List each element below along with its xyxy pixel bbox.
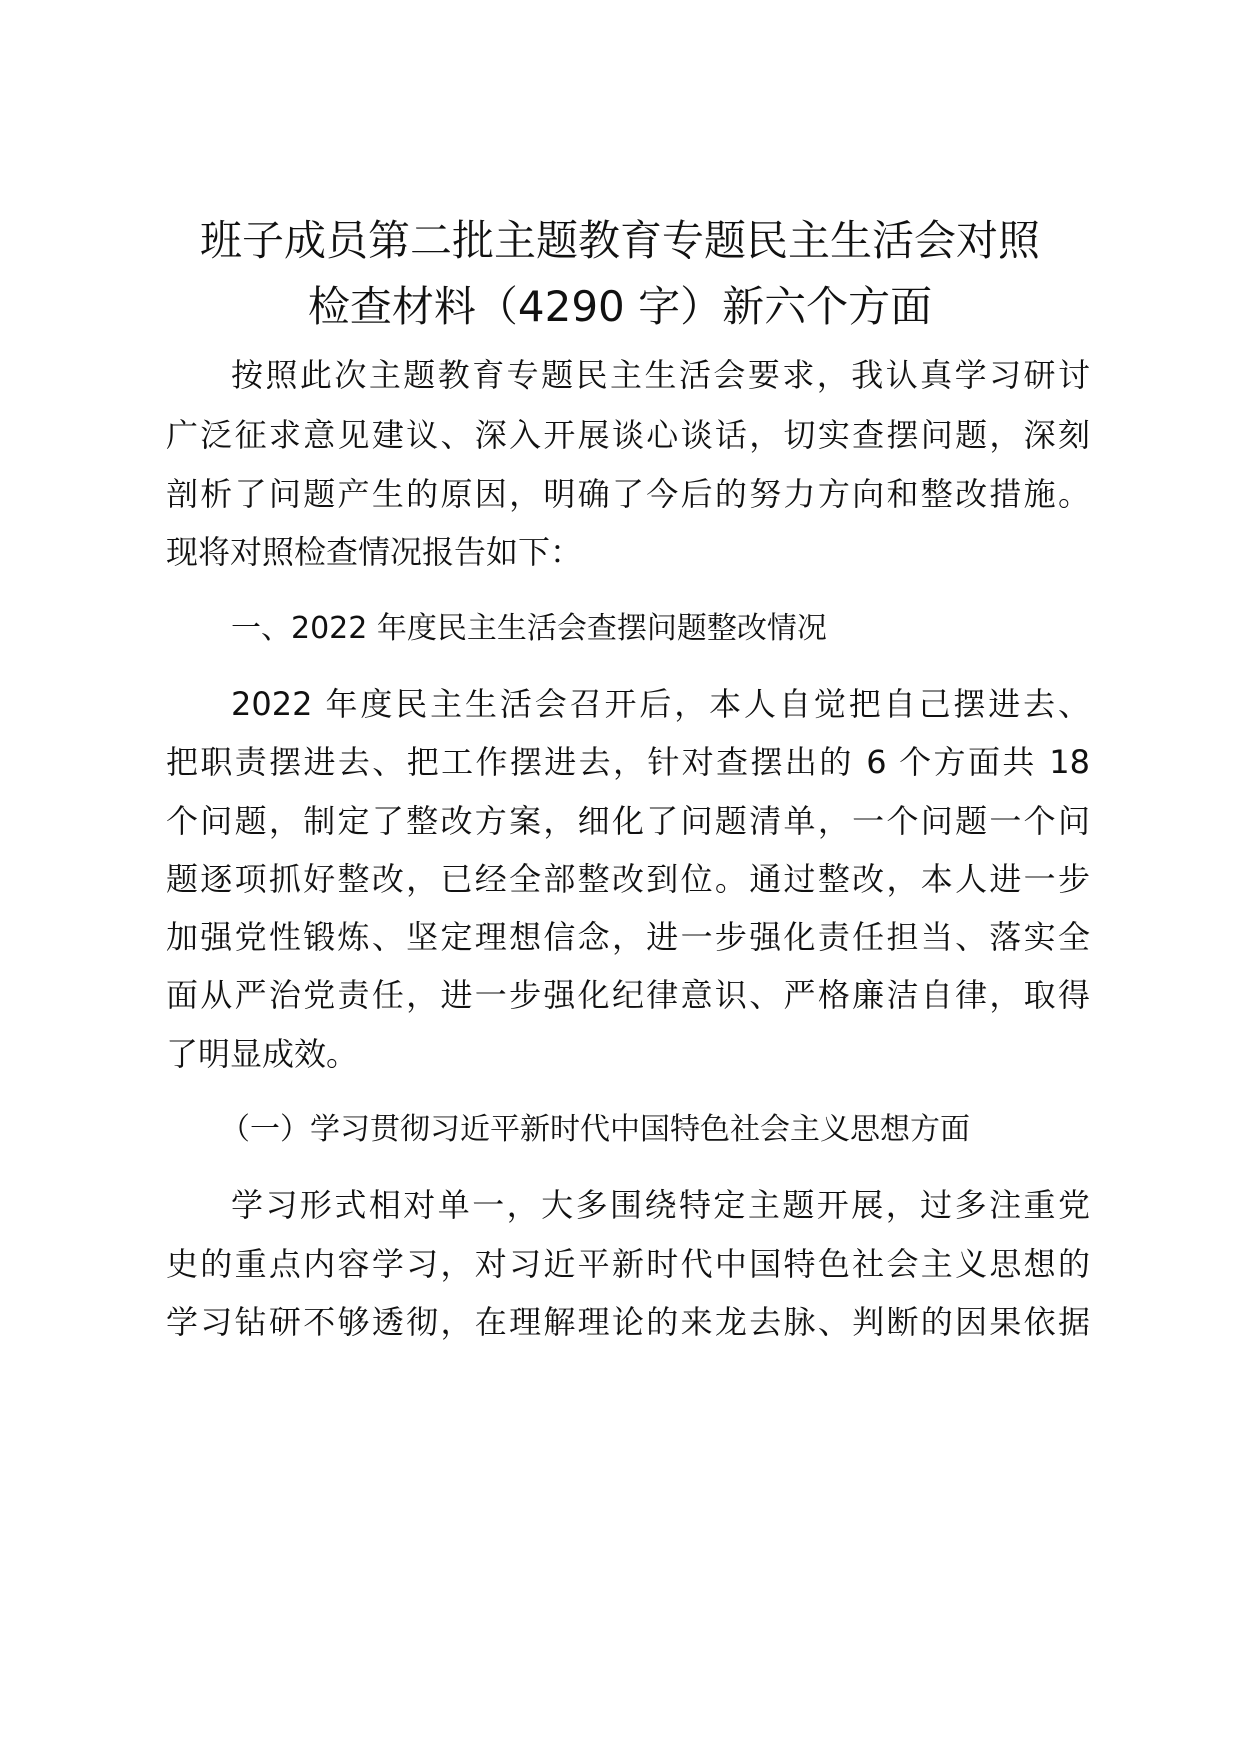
document-title	[150, 208, 1090, 340]
section1-line-6: 面从严治党责任，进一步强化纪律意识、严格廉洁自律，取得	[166, 976, 1090, 1014]
subsection-heading-1: （一）学习贯彻习近平新时代中国特色社会主义思想方面	[220, 1112, 970, 1147]
intro-line-2: 广泛征求意见建议、深入开展谈心谈话，切实查摆问题，深刻	[166, 416, 1090, 454]
intro-line-1: 按照此次主题教育专题民主生活会要求，我认真学习研讨	[231, 356, 1090, 394]
section1-line-3: 个问题，制定了整改方案，细化了问题清单，一个问题一个问	[166, 802, 1090, 840]
section1-line-7: 了明显成效。	[166, 1035, 359, 1073]
title-line-1: 班子成员第二批主题教育专题民主生活会对照	[199, 216, 1040, 265]
section-heading-1: 一、2022 年度民主生活会查摆问题整改情况	[231, 611, 827, 646]
subsection1-line-3: 学习钻研不够透彻，在理解理论的来龙去脉、判断的因果依据	[166, 1303, 1090, 1341]
section1-line-2: 把职责摆进去、把工作摆进去，针对查摆出的 6 个方面共 18	[166, 743, 1090, 781]
intro-line-4: 现将对照检查情况报告如下：	[166, 533, 583, 571]
subsection1-line-2: 史的重点内容学习，对习近平新时代中国特色社会主义思想的	[166, 1245, 1090, 1283]
section1-line-1: 2022 年度民主生活会召开后，本人自觉把自己摆进去、	[231, 685, 1090, 723]
subsection1-line-1: 学习形式相对单一，大多围绕特定主题开展，过多注重党	[231, 1186, 1090, 1224]
section1-line-5: 加强党性锻炼、坚定理想信念，进一步强化责任担当、落实全	[166, 918, 1090, 956]
title-line-2: 检查材料（4290 字）新六个方面	[307, 282, 933, 331]
intro-line-3: 剖析了问题产生的原因，明确了今后的努力方向和整改措施。	[166, 475, 1090, 513]
section1-line-4: 题逐项抓好整改，已经全部整改到位。通过整改，本人进一步	[166, 860, 1090, 898]
